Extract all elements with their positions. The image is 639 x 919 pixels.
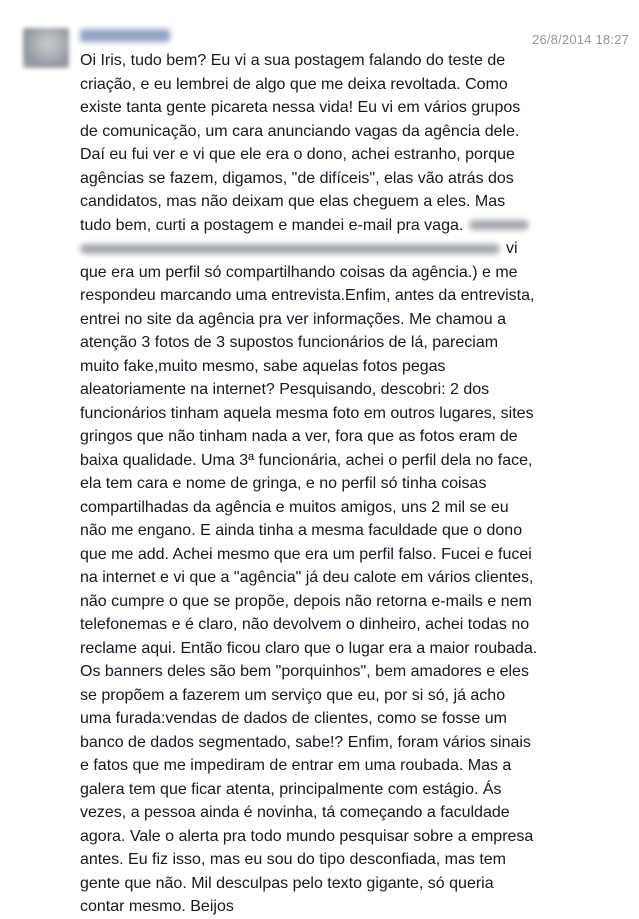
message-line bbox=[80, 214, 632, 238]
message-line: funcionários tinham aquela mesma foto em outros lugares, sites bbox=[80, 404, 534, 422]
message-line: Daí eu fui ver e vi que ele era o dono, achei estranho, porque bbox=[80, 146, 515, 163]
message-line: respondeu marcando uma entrevista.Enfim, antes da entrevista, bbox=[80, 287, 535, 304]
message-line: telefonemas e é claro, não devolvem o dinheiro, achei todas no bbox=[80, 616, 530, 633]
message-line: gringos que não tinham nada a ver, fora que as fotos eram de bbox=[80, 428, 518, 445]
message-line: criação, e eu lembrei de algo que me deixa revoltada. Como bbox=[80, 75, 508, 93]
message-line: gente que não. Mil desculpas pelo texto gigante, só queria bbox=[80, 874, 494, 892]
message-line: e fatos que me impediram de entrar em uma roubada. Mas a bbox=[80, 757, 512, 774]
message-line: atenção 3 fotos de 3 supostos funcionários de lá, pareciam bbox=[80, 334, 499, 351]
redacted-text bbox=[80, 244, 500, 254]
message-line: galera tem que ficar atenta, principalmente com estágio. Ás bbox=[80, 780, 502, 798]
message-line: vezes, a pessoa ainda é novinha, tá começando a faculdade bbox=[80, 804, 510, 821]
message-line: existe tanta gente picareta nessa vida! Eu vi em vários grupos bbox=[80, 99, 521, 116]
message-line: ela tem cara e nome de gringa, e no perfil só tinha coisas bbox=[80, 475, 487, 492]
message-line: contar mesmo. Beijos bbox=[80, 898, 234, 915]
message-line-text: vi bbox=[506, 240, 518, 257]
redacted-text bbox=[469, 220, 529, 230]
message-line: Oi Iris, tudo bem? Eu vi a sua postagem falando do teste de bbox=[80, 52, 506, 69]
message-line-text: tudo bem, curti a postagem e mandei e-mail pra vaga. bbox=[80, 216, 464, 234]
message-line: reclame aqui. Então ficou claro que o lugar era a maior roubada. bbox=[80, 639, 538, 657]
message-timestamp: 26/8/2014 18:27 bbox=[532, 32, 629, 47]
sender-name-redacted[interactable] bbox=[80, 29, 170, 42]
message-line: se propõem a fazerem um serviço que eu, por si só, já acho bbox=[80, 686, 506, 704]
message-line: não cumpre o que se propõe, depois não retorna e-mails e nem bbox=[80, 592, 532, 610]
message-line: agências se fazem, digamos, "de difíceis", elas vão atrás dos bbox=[80, 169, 514, 187]
message-line: não me engano. E ainda tinha a mesma faculdade que o dono bbox=[80, 522, 523, 539]
message-line: que me add. Achei mesmo que era um perfil falso. Fucei e fucei bbox=[80, 545, 532, 563]
message-body bbox=[80, 49, 632, 919]
message-line: uma furada:vendas de dados de clientes, como se fosse um bbox=[80, 710, 507, 727]
message-line: compartilhadas da agência e muitos amigos, uns 2 mil se eu bbox=[80, 498, 509, 516]
message-line: Os banners deles são bem "porquinhos", bem amadores e eles bbox=[80, 663, 529, 680]
message-line: banco de dados segmentado, sabe!? Enfim, foram vários sinais bbox=[80, 733, 531, 751]
message-line: aleatoriamente na internet? Pesquisando, descobri: 2 dos bbox=[80, 381, 490, 398]
message-line: agora. Vale o alerta pra todo mundo pesquisar sobre a empresa bbox=[80, 827, 534, 845]
message-line bbox=[80, 237, 632, 261]
message-line: na internet e vi que a "agência" já deu calote em vários clientes, bbox=[80, 569, 534, 586]
message-line: antes. Eu fiz isso, mas eu sou do tipo desconfiada, mas tem bbox=[80, 851, 506, 868]
message-line: muito fake,muito mesmo, sabe aquelas fotos pegas bbox=[80, 357, 446, 375]
message-line: entrei no site da agência pra ver informações. Me chamou a bbox=[80, 310, 507, 328]
message-line: de comunicação, um cara anunciando vagas da agência dele. bbox=[80, 122, 520, 140]
message-line: baixa qualidade. Uma 3ª funcionária, achei o perfil dela no face, bbox=[80, 451, 533, 469]
sender-avatar[interactable] bbox=[23, 28, 69, 68]
message-line: candidatos, mas não deixam que elas cheguem a eles. Mas bbox=[80, 193, 506, 210]
message-line: que era um perfil só compartilhando coisas da agência.) e me bbox=[80, 263, 518, 281]
